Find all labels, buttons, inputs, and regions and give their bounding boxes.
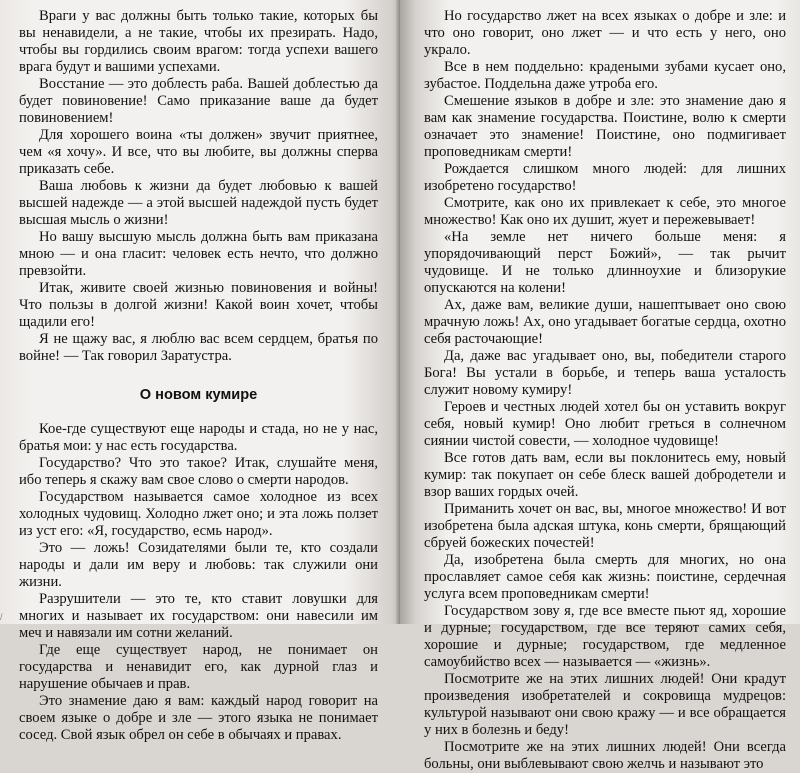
paragraph: Ах, даже вам, великие души, нашептывает оно свою мрачную ложь! Ах, оно угадывает богатые сердца, охотно себя расточающие!	[424, 297, 786, 347]
paragraph: Восстание — это доблесть раба. Вашей доблестью да будет повиновение! Само приказание ваше да будет повиновением!	[19, 76, 378, 126]
paragraph: Враги у вас должны быть только такие, которых бы вы ненавидели, а не такие, чтобы их презирать. Надо, чтобы вы гордились своим врагом: тогда успехи вашего врага будут и вашими успехами.	[19, 8, 378, 75]
paragraph: Да, даже вас угадывает оно, вы, победители старого Бога! Вы устали в борьбе, и теперь ваша усталость служит новому кумиру!	[424, 348, 786, 398]
paragraph: Итак, живите своей жизнью повиновения и войны! Что пользы в долгой жизни! Какой воин хочет, чтобы щадили его!	[19, 280, 378, 330]
paragraph: Но государство лжет на всех языках о добре и зле: и что оно говорит, оно лжет — и что есть у него, оно украло.	[424, 8, 786, 58]
left-text-bottom	[19, 421, 378, 744]
paragraph: Ваша любовь к жизни да будет любовью к вашей высшей надежде — а этой высшей надеждой пусть будет высшая мысль о жизни!	[19, 178, 378, 228]
paragraph: Государством называется самое холодное из всех холодных чудовищ. Холодно лжет оно; и эта ложь ползет из уст его: «Я, государство, есмь народ».	[19, 489, 378, 539]
paragraph: Да, изобретена была смерть для многих, но она прославляет самое себя как жизнь: поистине, сердечная услуга всем проповедникам смерти!	[424, 552, 786, 602]
paragraph: Государство? Что это такое? Итак, слушайте меня, ибо теперь я скажу вам свое слово о смерти народов.	[19, 455, 378, 488]
paragraph: Я не щажу вас, я люблю вас всем сердцем, братья по войне! — Так говорил Заратустра.	[19, 331, 378, 364]
paragraph: Посмотрите же на этих лишних людей! Они всегда больны, они выблевывают свою желчь и называют это	[424, 739, 786, 772]
paragraph: Для хорошего воина «ты должен» звучит приятнее, чем «я хочу». И все, что вы любите, вы должны сперва приказать себе.	[19, 127, 378, 177]
paragraph: Посмотрите же на этих лишних людей! Они крадут произведения изобретателей и сокровища мудрецов: культурой называют они свою кражу — и все обращается у них в болезнь и беду!	[424, 671, 786, 738]
left-page	[0, 0, 400, 743]
right-page	[400, 0, 800, 772]
paragraph: Кое-где существуют еще народы и стада, но не у нас, братья мои: у нас есть государства.	[19, 421, 378, 454]
paragraph: Разрушители — это те, кто ставит ловушки для многих и называет их государством: они навесили им меч и навязали им сотни желаний.	[19, 591, 378, 641]
paragraph: Приманить хочет он вас, вы, многое множество! И вот изобретена была адская штука, конь смерти, брящающий сбруей божеских почестей!	[424, 501, 786, 551]
paragraph: Государством зову я, где все вместе пьют яд, хорошие и дурные; государством, где все теряют самих себя, хорошие и дурные; государством, где медленное самоубийство всех — называется — «жизнь».	[424, 603, 786, 670]
left-text-top	[19, 8, 378, 365]
paragraph: Все в нем поддельно: крадеными зубами кусает оно, зубастое. Поддельна даже утроба его.	[424, 59, 786, 92]
paragraph: Смотрите, как оно их привлекает к себе, это многое множество! Как оно их душит, жует и пережевывает!	[424, 195, 786, 228]
paragraph: Рождается слишком много людей: для лишних изобретено государство!	[424, 161, 786, 194]
paragraph: Это — ложь! Созидателями были те, кто создали народы и дали им веру и любовь: так служили они жизни.	[19, 540, 378, 590]
paragraph: Но вашу высшую мысль должна быть вам приказана мною — и она гласит: человек есть нечто, что должно превзойти.	[19, 229, 378, 279]
paragraph: «На земле нет ничего больше меня: я упорядочивающий перст Божий», — так рычит чудовище. И не только длинноухие и близорукие опускаются на колени!	[424, 229, 786, 296]
paragraph: Это знамение даю я вам: каждый народ говорит на своем языке о добре и зле — этого языка не понимает сосед. Свой язык обрел он себе в обычаях и правах.	[19, 693, 378, 743]
chapter-heading: О новом кумире	[139, 387, 258, 403]
paragraph: Где еще существует народ, не понимает он государства и ненавидит его, как дурной глаз и нарушение обычаев и прав.	[19, 642, 378, 692]
page-corner-mark: /	[0, 612, 3, 622]
paragraph: Смешение языков в добре и зле: это знамение даю я вам как знамение государства. Поистине, волю к смерти означает это знамение! Поистине, оно подмигивает проповедникам смерти!	[424, 93, 786, 160]
paragraph: Все готов дать вам, если вы поклонитесь ему, новый кумир: так покупает он себе блеск вашей добродетели и взор ваших гордых очей.	[424, 450, 786, 500]
paragraph: Героев и честных людей хотел бы он уставить вокруг себя, новый кумир! Оно любит греться в солнечном сиянии чистой совести, — холодное чудовище!	[424, 399, 786, 449]
